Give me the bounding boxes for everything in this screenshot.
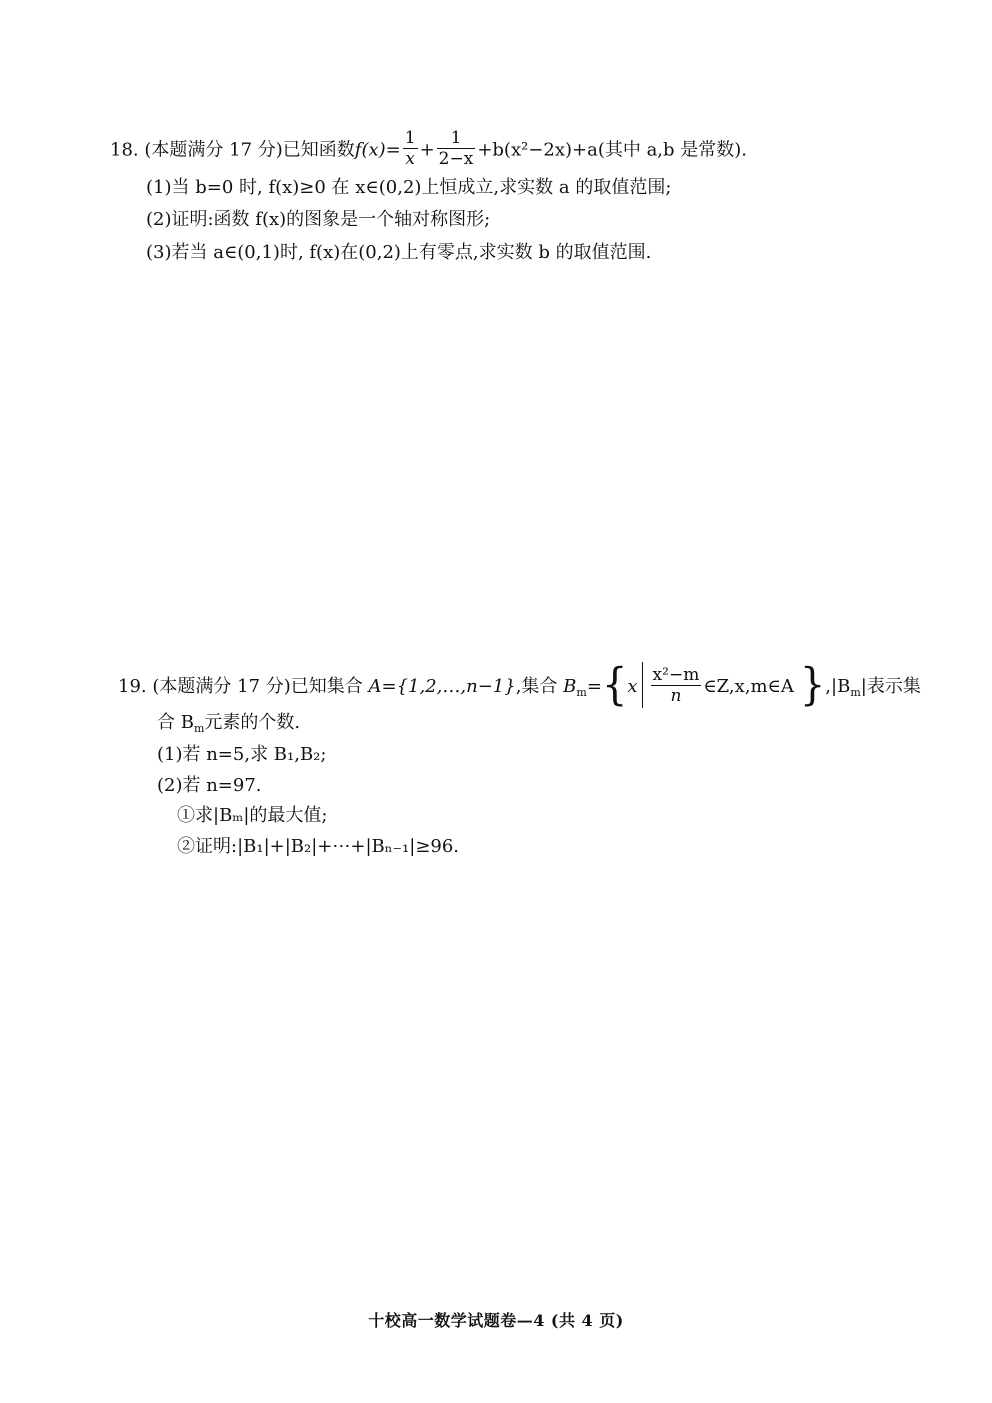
q19-header: (本题满分 17 分)已知集合 xyxy=(152,676,363,697)
q19-cond: ∈Z,x,m∈A xyxy=(703,676,794,697)
q18-frac2 xyxy=(437,128,476,169)
q18-frac1-num: 1 xyxy=(404,128,416,148)
q19-sub1: ①求|Bₘ|的最大值; xyxy=(177,805,328,826)
q18-frac2-den: 2−x xyxy=(438,149,474,169)
q18-frac2-num: 1 xyxy=(437,128,476,149)
q19-frac-den-text: n xyxy=(670,685,682,706)
q18-number: 18. xyxy=(110,139,139,161)
q18-tail: (其中 a,b 是常数). xyxy=(597,139,748,161)
q19-after-sub: m xyxy=(850,686,861,699)
q19-number: 19. xyxy=(118,676,147,697)
q19-x: x xyxy=(627,676,638,697)
q19-equals: = xyxy=(586,676,602,697)
q18-frac1-den-text: x xyxy=(405,149,415,169)
q19-bm-sub: m xyxy=(576,686,587,699)
q19-mid: ,集合 xyxy=(515,676,558,697)
q18-part1: (1)当 b=0 时, f(x)≥0 在 x∈(0,2)上恒成立,求实数 a 的取值范围; xyxy=(146,177,672,198)
q19-line2-a: 合 B xyxy=(157,712,194,733)
q18-part3: (3)若当 a∈(0,1)时, f(x)在(0,2)上有零点,求实数 b 的取值范围. xyxy=(146,242,652,263)
q18-frac1-den xyxy=(403,149,418,169)
q18-frac1 xyxy=(403,128,418,169)
q19-left-brace: { xyxy=(601,659,628,711)
q18-fx: f(x) xyxy=(354,139,386,161)
q19-set-a: A={1,2,…,n−1} xyxy=(368,676,516,697)
q19-line2-sub: m xyxy=(193,722,205,735)
q18-b-part: +b(x²−2x)+a xyxy=(477,139,598,161)
q19-line2 xyxy=(157,711,300,735)
page-footer: 十校高一数学试题卷—4 (共 4 页) xyxy=(368,1311,624,1330)
q19-after: ,|B xyxy=(825,676,851,697)
q19-bm: B xyxy=(563,676,577,697)
q19-part2: (2)若 n=97. xyxy=(157,775,262,796)
q18-header: (本题满分 17 分)已知函数 xyxy=(144,139,355,161)
q19-frac-den xyxy=(651,686,702,706)
q19-stem xyxy=(118,659,921,711)
q19-after-tail: |表示集 xyxy=(860,676,921,697)
q18-stem xyxy=(110,130,747,171)
q19-line2-b: 元素的个数. xyxy=(204,712,301,733)
q19-sub2: ②证明:|B₁|+|B₂|+⋯+|Bₙ₋₁|≥96. xyxy=(177,836,460,857)
q18-part2: (2)证明:函数 f(x)的图象是一个轴对称图形; xyxy=(146,209,491,230)
q18-plus: + xyxy=(419,139,435,161)
q19-right-brace: } xyxy=(799,659,826,711)
q19-set-bar xyxy=(642,662,643,708)
q19-part1: (1)若 n=5,求 B₁,B₂; xyxy=(157,744,327,765)
q19-frac-num: x²−m xyxy=(652,664,700,685)
q18-equals: = xyxy=(385,139,401,161)
q19-frac xyxy=(651,665,702,706)
